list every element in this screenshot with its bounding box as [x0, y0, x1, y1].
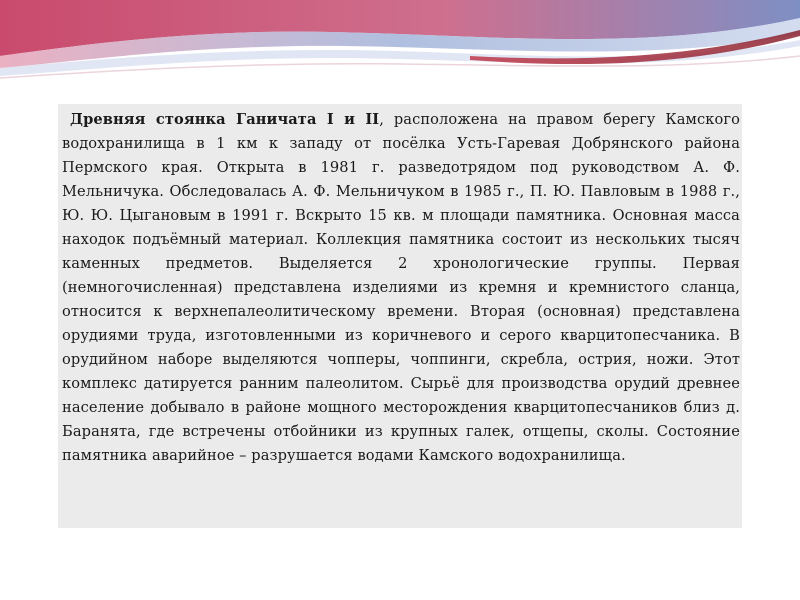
- text-box: [58, 104, 742, 528]
- decorative-wave-banner: [0, 0, 800, 90]
- heading-site-name: Древняя стоянка Ганичата I и II: [70, 111, 380, 128]
- body-paragraph: [62, 108, 740, 468]
- body-text: , расположена на правом берегу Камского водохранилища в 1 км к западу от посёлка Усть-Гаревая Добрянского района Пермского края. Открыта в 1981 г. разведотрядом под руководством А. Ф. Мельничука. Обследовалась А. Ф. Мельничуком в 1985 г., П. Ю. Павловым в 1988 г., Ю. Ю. Цыгановым в 1991 г. Вскрыто 15 кв. м площади памятника. Основная масса находок подъёмный материал. Коллекция памятника состоит из нескольких тысяч каменных предметов. Выделяется 2 хронологические группы. Первая (немногочисленная) представлена изделиями из кремня и кремнистого сланца, относится к верхнепалеолитическому времени. Вторая (основная) представлена орудиями труда, изготовленными из коричневого и серого кварцитопесчаника. В орудийном наборе выделяются чопперы, чоппинги, скребла, острия, ножи. Этот комплекс датируется ранним палеолитом. Сырьё для производства орудий древнее население добывало в районе мощного месторождения кварцитопесчаников близ д. Баранята, где встречены отбойники из крупных галек, отщепы, сколы. Состояние памятника аварийное – разрушается водами Камского водохранилища.: [62, 111, 740, 464]
